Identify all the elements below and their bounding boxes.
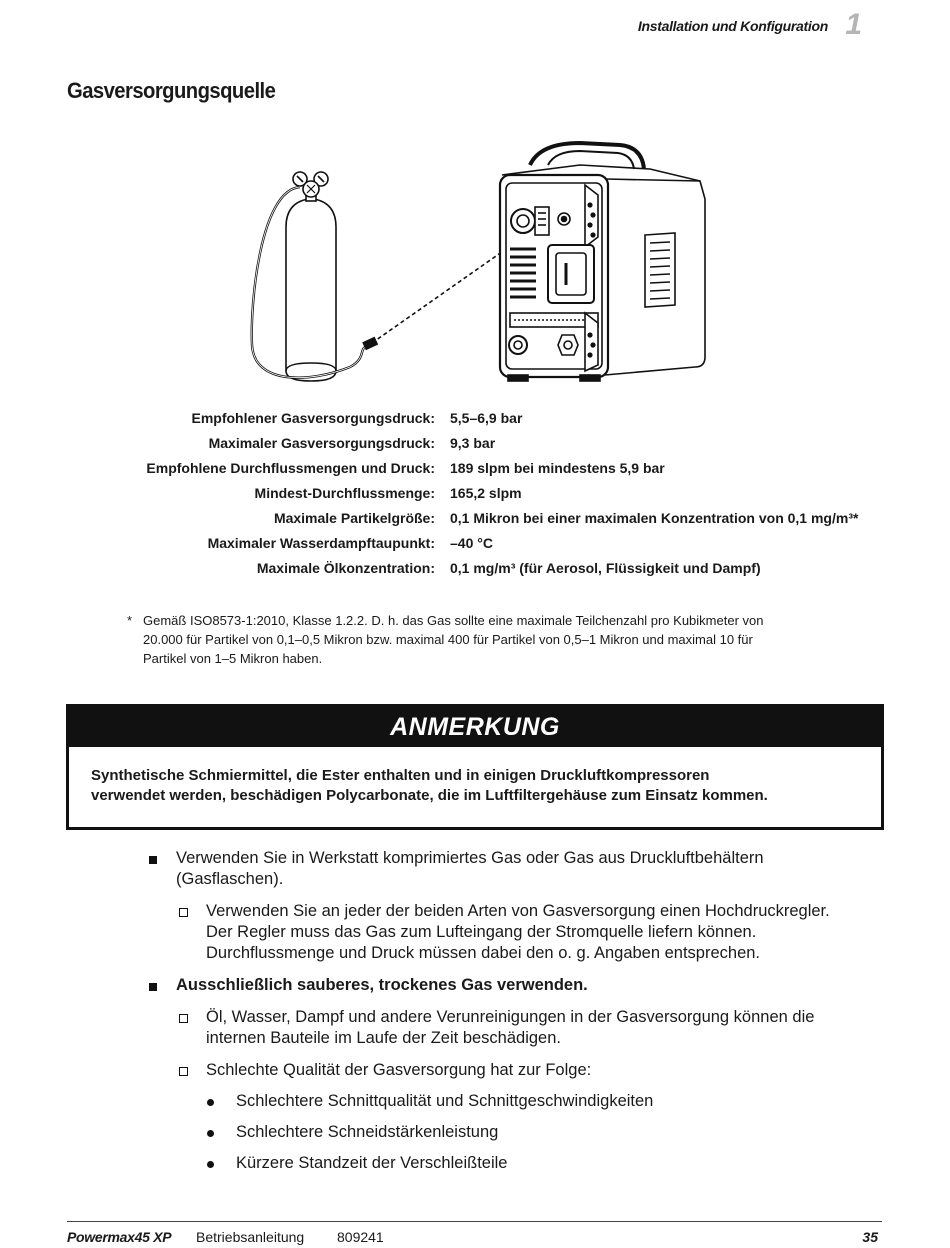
list-item: Kürzere Standzeit der Verschleißteile: [236, 1154, 508, 1172]
footer-product: Powermax45 XP: [67, 1229, 172, 1245]
footnote-line: Gemäß ISO8573-1:2010, Klasse 1.2.2. D. h. das Gas sollte eine maximale Teilchenzahl pro Kubikmeter von: [143, 613, 764, 628]
footnote-line: 20.000 für Partikel von 0,1–0,5 Mikron bzw. maximal 400 für Partikel von 0,5–1 Mikron und maximal 10 für: [143, 632, 753, 647]
running-header-title: Installation und Konfiguration: [637, 18, 828, 34]
spec-value: 189 slpm bei mindestens 5,9 bar: [450, 460, 665, 476]
spec-row: [0, 535, 950, 557]
spec-label: Empfohlene Durchflussmengen und Druck:: [146, 460, 435, 476]
gas-supply-illustration: [230, 135, 720, 390]
note-heading: ANMERKUNG: [69, 707, 881, 747]
spec-label: Maximaler Gasversorgungsdruck:: [208, 435, 435, 451]
footnote-line: Partikel von 1–5 Mikron haben.: [143, 651, 323, 666]
spec-value: 0,1 Mikron bei einer maximalen Konzentration von 0,1 mg/m³*: [450, 510, 859, 526]
spec-row: [0, 485, 950, 507]
spec-value: –40 °C: [450, 535, 493, 551]
spec-label: Mindest-Durchflussmenge:: [254, 485, 435, 501]
spec-row: [0, 510, 950, 532]
note-box: [66, 704, 884, 830]
page-title: Gasversorgungsquelle: [67, 78, 276, 103]
dot-bullet-icon: [207, 1099, 214, 1106]
list-item: Schlechte Qualität der Gasversorgung hat zur Folge:: [206, 1061, 592, 1079]
chapter-number: 1: [845, 8, 862, 41]
spec-row: [0, 560, 950, 582]
footer-part-number: 809241: [337, 1229, 384, 1245]
spec-label: Maximaler Wasserdampftaupunkt:: [207, 535, 435, 551]
list-item: Verwenden Sie in Werkstatt komprimiertes Gas oder Gas aus Druckluftbehältern (Gasflaschen).: [176, 849, 764, 888]
page-footer: [67, 1229, 882, 1248]
list-item: Verwenden Sie an jeder der beiden Arten von Gasversorgung einen Hochdruckregler. Der Regler muss das Gas zum Lufteingang der Stromquelle liefern können. Durchflussmenge und Druck müssen dabei den o. g. Angaben entsprechen.: [206, 902, 830, 962]
spec-value: 5,5–6,9 bar: [450, 410, 523, 426]
page-number: 35: [862, 1229, 878, 1245]
list-item: Öl, Wasser, Dampf und andere Verunreinigungen in der Gasversorgung können die internen Bauteile im Laufe der Zeit beschädigen.: [206, 1008, 815, 1047]
spec-row: [0, 410, 950, 432]
checkbox-bullet-icon: [179, 1067, 188, 1076]
note-line: Synthetische Schmiermittel, die Ester enthalten und in einigen Druckluftkompressoren: [91, 767, 710, 784]
spec-label: Maximale Partikelgröße:: [273, 510, 435, 526]
square-bullet-icon: [149, 983, 157, 991]
note-line: verwendet werden, beschädigen Polycarbonate, die im Luftfiltergehäuse zum Einsatz kommen.: [91, 787, 768, 804]
list-item: Ausschließlich sauberes, trockenes Gas verwenden.: [176, 976, 588, 994]
spec-label: Empfohlener Gasversorgungsdruck:: [191, 410, 435, 426]
footer-document: Betriebsanleitung: [196, 1229, 305, 1245]
note-body: [69, 747, 881, 806]
list-item: Schlechtere Schneidstärkenleistung: [236, 1123, 499, 1141]
checkbox-bullet-icon: [179, 1014, 188, 1023]
spec-value: 9,3 bar: [450, 435, 496, 451]
pressure-regulator-icon: [293, 172, 328, 197]
square-bullet-icon: [149, 856, 157, 864]
spec-label: Maximale Ölkonzentration:: [256, 560, 435, 576]
footer-divider: [67, 1221, 882, 1222]
spec-value: 0,1 mg/m³ (für Aerosol, Flüssigkeit und Dampf): [450, 560, 761, 576]
spec-row: [0, 460, 950, 482]
spec-row: [0, 435, 950, 457]
spec-value: 165,2 slpm: [450, 485, 522, 501]
footnote-mark: *: [127, 613, 133, 628]
list-item: Schlechtere Schnittqualität und Schnittgeschwindigkeiten: [236, 1092, 654, 1110]
checkbox-bullet-icon: [179, 908, 188, 917]
dot-bullet-icon: [207, 1161, 214, 1168]
gas-cylinder-icon: [286, 193, 336, 381]
dot-bullet-icon: [207, 1130, 214, 1137]
plasma-power-supply-icon: [500, 143, 705, 381]
